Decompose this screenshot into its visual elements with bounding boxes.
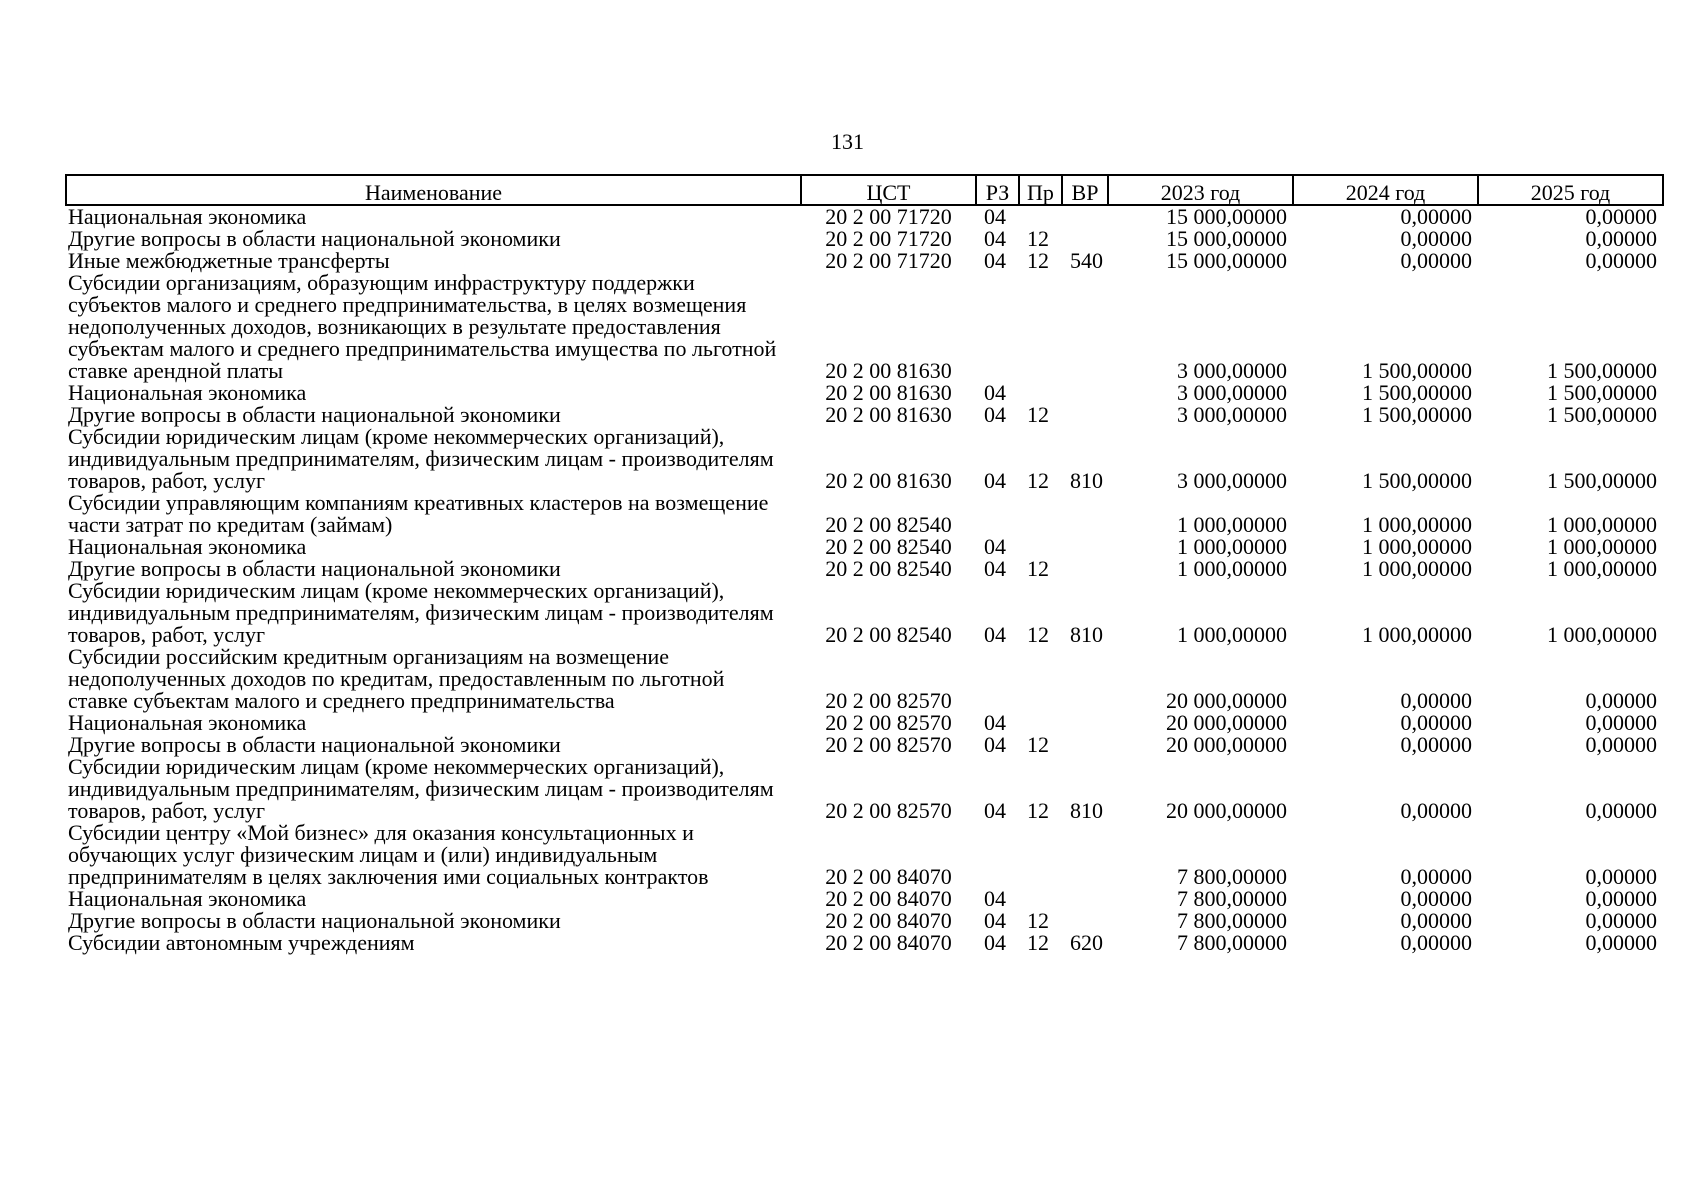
cell-cst: 20 2 00 82540: [825, 512, 952, 537]
cell-2025: 0,00000: [1585, 204, 1657, 229]
cell-2025: 1 000,00000: [1547, 534, 1657, 559]
cell-vr: [1062, 910, 1108, 932]
table-row: [66, 205, 1663, 228]
cell-2024: 1 500,00000: [1362, 380, 1472, 405]
cell-pr: 12: [1027, 798, 1049, 823]
cell-2023: 20 000,00000: [1166, 798, 1287, 823]
table-row: [66, 558, 1663, 580]
cell-2023: 1 000,00000: [1177, 556, 1287, 581]
cell-2024: 0,00000: [1400, 688, 1472, 713]
cell-vr: 540: [1070, 248, 1103, 273]
cell-2023: 7 800,00000: [1177, 886, 1287, 911]
cell-name: Субсидии российским кредитным организациям на возмещение недополученных доходов по кредитам, предоставленным по льготной ставке субъектам малого и среднего предпринимательства: [68, 644, 725, 713]
cell-rz: 04: [984, 380, 1006, 405]
cell-2023: 15 000,00000: [1166, 248, 1287, 273]
table-row: [66, 734, 1663, 756]
cell-pr: 12: [1027, 622, 1049, 647]
cell-2025: 0,00000: [1585, 930, 1657, 955]
cell-pr: [1019, 382, 1062, 404]
header-cst: ЦСТ: [801, 175, 976, 205]
cell-2023: 3 000,00000: [1177, 358, 1287, 383]
cell-vr: [1062, 536, 1108, 558]
cell-pr: [1019, 712, 1062, 734]
cell-vr: [1062, 646, 1108, 712]
table-row: [66, 404, 1663, 426]
table-row: [66, 382, 1663, 404]
cell-2025: 1 500,00000: [1547, 402, 1657, 427]
cell-rz: 04: [984, 226, 1006, 251]
cell-2023: 15 000,00000: [1166, 204, 1287, 229]
cell-2025: 0,00000: [1585, 710, 1657, 735]
cell-pr: 12: [1027, 908, 1049, 933]
cell-name: Национальная экономика: [68, 710, 307, 735]
table-row: [66, 712, 1663, 734]
cell-2025: 0,00000: [1585, 732, 1657, 757]
cell-cst: 20 2 00 82570: [825, 688, 952, 713]
cell-rz: 04: [984, 710, 1006, 735]
table-row: [66, 492, 1663, 536]
cell-2024: 0,00000: [1400, 930, 1472, 955]
cell-2024: 0,00000: [1400, 710, 1472, 735]
cell-2023: 7 800,00000: [1177, 930, 1287, 955]
cell-pr: 12: [1027, 468, 1049, 493]
cell-2023: 20 000,00000: [1166, 732, 1287, 757]
cell-rz: 04: [984, 798, 1006, 823]
cell-name: Иные межбюджетные трансферты: [68, 248, 390, 273]
cell-cst: 20 2 00 81630: [825, 402, 952, 427]
cell-cst: 20 2 00 84070: [825, 886, 952, 911]
table-row: [66, 536, 1663, 558]
cell-cst: 20 2 00 82540: [825, 556, 952, 581]
cell-2025: 1 500,00000: [1547, 468, 1657, 493]
table-row: [66, 426, 1663, 492]
table-row: [66, 888, 1663, 910]
cell-pr: 12: [1027, 732, 1049, 757]
cell-2025: 1 000,00000: [1547, 622, 1657, 647]
cell-cst: 20 2 00 71720: [825, 204, 952, 229]
cell-2024: 0,00000: [1400, 732, 1472, 757]
cell-name: Другие вопросы в области национальной экономики: [68, 908, 561, 933]
cell-vr: [1062, 382, 1108, 404]
cell-pr: [1019, 822, 1062, 888]
cell-2024: 0,00000: [1400, 204, 1472, 229]
page-number: 131: [831, 129, 864, 154]
cell-2025: 0,00000: [1585, 248, 1657, 273]
cell-2024: 1 500,00000: [1362, 402, 1472, 427]
cell-2023: 20 000,00000: [1166, 710, 1287, 735]
cell-cst: 20 2 00 81630: [825, 380, 952, 405]
cell-vr: 810: [1070, 798, 1103, 823]
cell-cst: 20 2 00 84070: [825, 930, 952, 955]
cell-2023: 3 000,00000: [1177, 402, 1287, 427]
cell-vr: 810: [1070, 622, 1103, 647]
cell-vr: [1062, 205, 1108, 228]
header-rz: РЗ: [976, 175, 1019, 205]
cell-rz: 04: [984, 204, 1006, 229]
cell-2023: 15 000,00000: [1166, 226, 1287, 251]
header-2023: 2023 год: [1108, 175, 1293, 205]
table-row: [66, 932, 1663, 954]
cell-cst: 20 2 00 82540: [825, 622, 952, 647]
cell-vr: [1062, 272, 1108, 382]
cell-rz: [976, 272, 1019, 382]
cell-2025: 0,00000: [1585, 908, 1657, 933]
cell-cst: 20 2 00 81630: [825, 468, 952, 493]
cell-name: Другие вопросы в области национальной экономики: [68, 556, 561, 581]
table-row: [66, 646, 1663, 712]
cell-name: Национальная экономика: [68, 204, 307, 229]
cell-2025: 0,00000: [1585, 864, 1657, 889]
cell-name: Другие вопросы в области национальной экономики: [68, 732, 561, 757]
cell-rz: [976, 492, 1019, 536]
cell-vr: [1062, 404, 1108, 426]
cell-rz: 04: [984, 886, 1006, 911]
cell-rz: 04: [984, 732, 1006, 757]
cell-pr: [1019, 205, 1062, 228]
cell-name: Другие вопросы в области национальной экономики: [68, 226, 561, 251]
cell-2025: 1 000,00000: [1547, 556, 1657, 581]
cell-pr: [1019, 492, 1062, 536]
cell-2024: 1 000,00000: [1362, 512, 1472, 537]
cell-2024: 1 500,00000: [1362, 358, 1472, 383]
cell-vr: [1062, 712, 1108, 734]
cell-cst: 20 2 00 81630: [825, 358, 952, 383]
cell-cst: 20 2 00 84070: [825, 908, 952, 933]
cell-2024: 0,00000: [1400, 908, 1472, 933]
header-name: Наименование: [66, 175, 801, 205]
cell-2025: 1 500,00000: [1547, 358, 1657, 383]
cell-pr: 12: [1027, 402, 1049, 427]
cell-2024: 1 000,00000: [1362, 534, 1472, 559]
cell-name: Субсидии юридическим лицам (кроме некоммерческих организаций), индивидуальным предпринимателям, физическим лицам - производителям товаров, работ, услуг: [68, 578, 774, 647]
budget-table: [65, 174, 1664, 954]
cell-vr: 620: [1070, 930, 1103, 955]
cell-pr: 12: [1027, 226, 1049, 251]
table-row: [66, 272, 1663, 382]
cell-rz: 04: [984, 930, 1006, 955]
table-row: [66, 910, 1663, 932]
cell-2025: 0,00000: [1585, 226, 1657, 251]
cell-2024: 1 500,00000: [1362, 468, 1472, 493]
cell-pr: [1019, 536, 1062, 558]
cell-2023: 7 800,00000: [1177, 864, 1287, 889]
cell-name: Субсидии юридическим лицам (кроме некоммерческих организаций), индивидуальным предпринимателям, физическим лицам - производителям товаров, работ, услуг: [68, 754, 774, 823]
cell-vr: [1062, 228, 1108, 250]
cell-vr: [1062, 888, 1108, 910]
cell-pr: 12: [1027, 930, 1049, 955]
cell-vr: [1062, 558, 1108, 580]
header-2025: 2025 год: [1478, 175, 1663, 205]
table-header-row: [66, 175, 1663, 205]
cell-2025: 0,00000: [1585, 886, 1657, 911]
cell-rz: 04: [984, 622, 1006, 647]
cell-2024: 0,00000: [1400, 248, 1472, 273]
cell-2024: 0,00000: [1400, 226, 1472, 251]
cell-2024: 0,00000: [1400, 798, 1472, 823]
table-row: [66, 580, 1663, 646]
cell-cst: 20 2 00 71720: [825, 226, 952, 251]
table-row: [66, 228, 1663, 250]
cell-cst: 20 2 00 84070: [825, 864, 952, 889]
cell-pr: 12: [1027, 556, 1049, 581]
cell-2024: 0,00000: [1400, 886, 1472, 911]
cell-2024: 1 000,00000: [1362, 622, 1472, 647]
cell-rz: 04: [984, 534, 1006, 559]
header-vr: ВР: [1062, 175, 1108, 205]
cell-name: Субсидии управляющим компаниям креативных кластеров на возмещение части затрат по кредитам (займам): [68, 490, 769, 537]
cell-rz: 04: [984, 908, 1006, 933]
cell-name: Национальная экономика: [68, 380, 307, 405]
header-2024: 2024 год: [1293, 175, 1478, 205]
cell-cst: 20 2 00 82540: [825, 534, 952, 559]
cell-pr: 12: [1027, 248, 1049, 273]
cell-2024: 1 000,00000: [1362, 556, 1472, 581]
cell-cst: 20 2 00 82570: [825, 732, 952, 757]
cell-vr: 810: [1070, 468, 1103, 493]
cell-vr: [1062, 734, 1108, 756]
cell-cst: 20 2 00 82570: [825, 710, 952, 735]
cell-rz: [976, 646, 1019, 712]
cell-name: Национальная экономика: [68, 534, 307, 559]
cell-2023: 1 000,00000: [1177, 622, 1287, 647]
cell-name: Субсидии автономным учреждениям: [68, 930, 415, 955]
cell-rz: 04: [984, 468, 1006, 493]
table-row: [66, 822, 1663, 888]
cell-2025: 0,00000: [1585, 688, 1657, 713]
cell-vr: [1062, 822, 1108, 888]
table-row: [66, 250, 1663, 272]
cell-2023: 3 000,00000: [1177, 380, 1287, 405]
cell-cst: 20 2 00 71720: [825, 248, 952, 273]
cell-2023: 1 000,00000: [1177, 512, 1287, 537]
cell-vr: [1062, 492, 1108, 536]
cell-rz: 04: [984, 556, 1006, 581]
cell-cst: 20 2 00 82570: [825, 798, 952, 823]
header-pr: Пр: [1019, 175, 1062, 205]
cell-2023: 1 000,00000: [1177, 534, 1287, 559]
cell-name: Другие вопросы в области национальной экономики: [68, 402, 561, 427]
cell-pr: [1019, 646, 1062, 712]
table-body: [66, 205, 1663, 954]
cell-2023: 7 800,00000: [1177, 908, 1287, 933]
cell-2025: 1 000,00000: [1547, 512, 1657, 537]
cell-name: Субсидии юридическим лицам (кроме некоммерческих организаций), индивидуальным предпринимателям, физическим лицам - производителям товаров, работ, услуг: [68, 424, 774, 493]
cell-rz: [976, 822, 1019, 888]
cell-name: Субсидии организациям, образующим инфраструктуру поддержки субъектов малого и среднего предпринимательства, в целях возмещения недополученных доходов, возникающих в результате предоставления субъектам малого и среднего предпринимательства имущества по льготной ставке арендной платы: [68, 270, 777, 383]
cell-pr: [1019, 888, 1062, 910]
cell-2025: 1 500,00000: [1547, 380, 1657, 405]
cell-pr: [1019, 272, 1062, 382]
cell-2024: 0,00000: [1400, 864, 1472, 889]
cell-2023: 20 000,00000: [1166, 688, 1287, 713]
cell-2025: 0,00000: [1585, 798, 1657, 823]
cell-name: Национальная экономика: [68, 886, 307, 911]
table-row: [66, 756, 1663, 822]
cell-2023: 3 000,00000: [1177, 468, 1287, 493]
cell-rz: 04: [984, 402, 1006, 427]
cell-rz: 04: [984, 248, 1006, 273]
cell-name: Субсидии центру «Мой бизнес» для оказания консультационных и обучающих услуг физическим лицам и (или) индивидуальным предпринимателям в целях заключения ими социальных контрактов: [68, 820, 709, 889]
